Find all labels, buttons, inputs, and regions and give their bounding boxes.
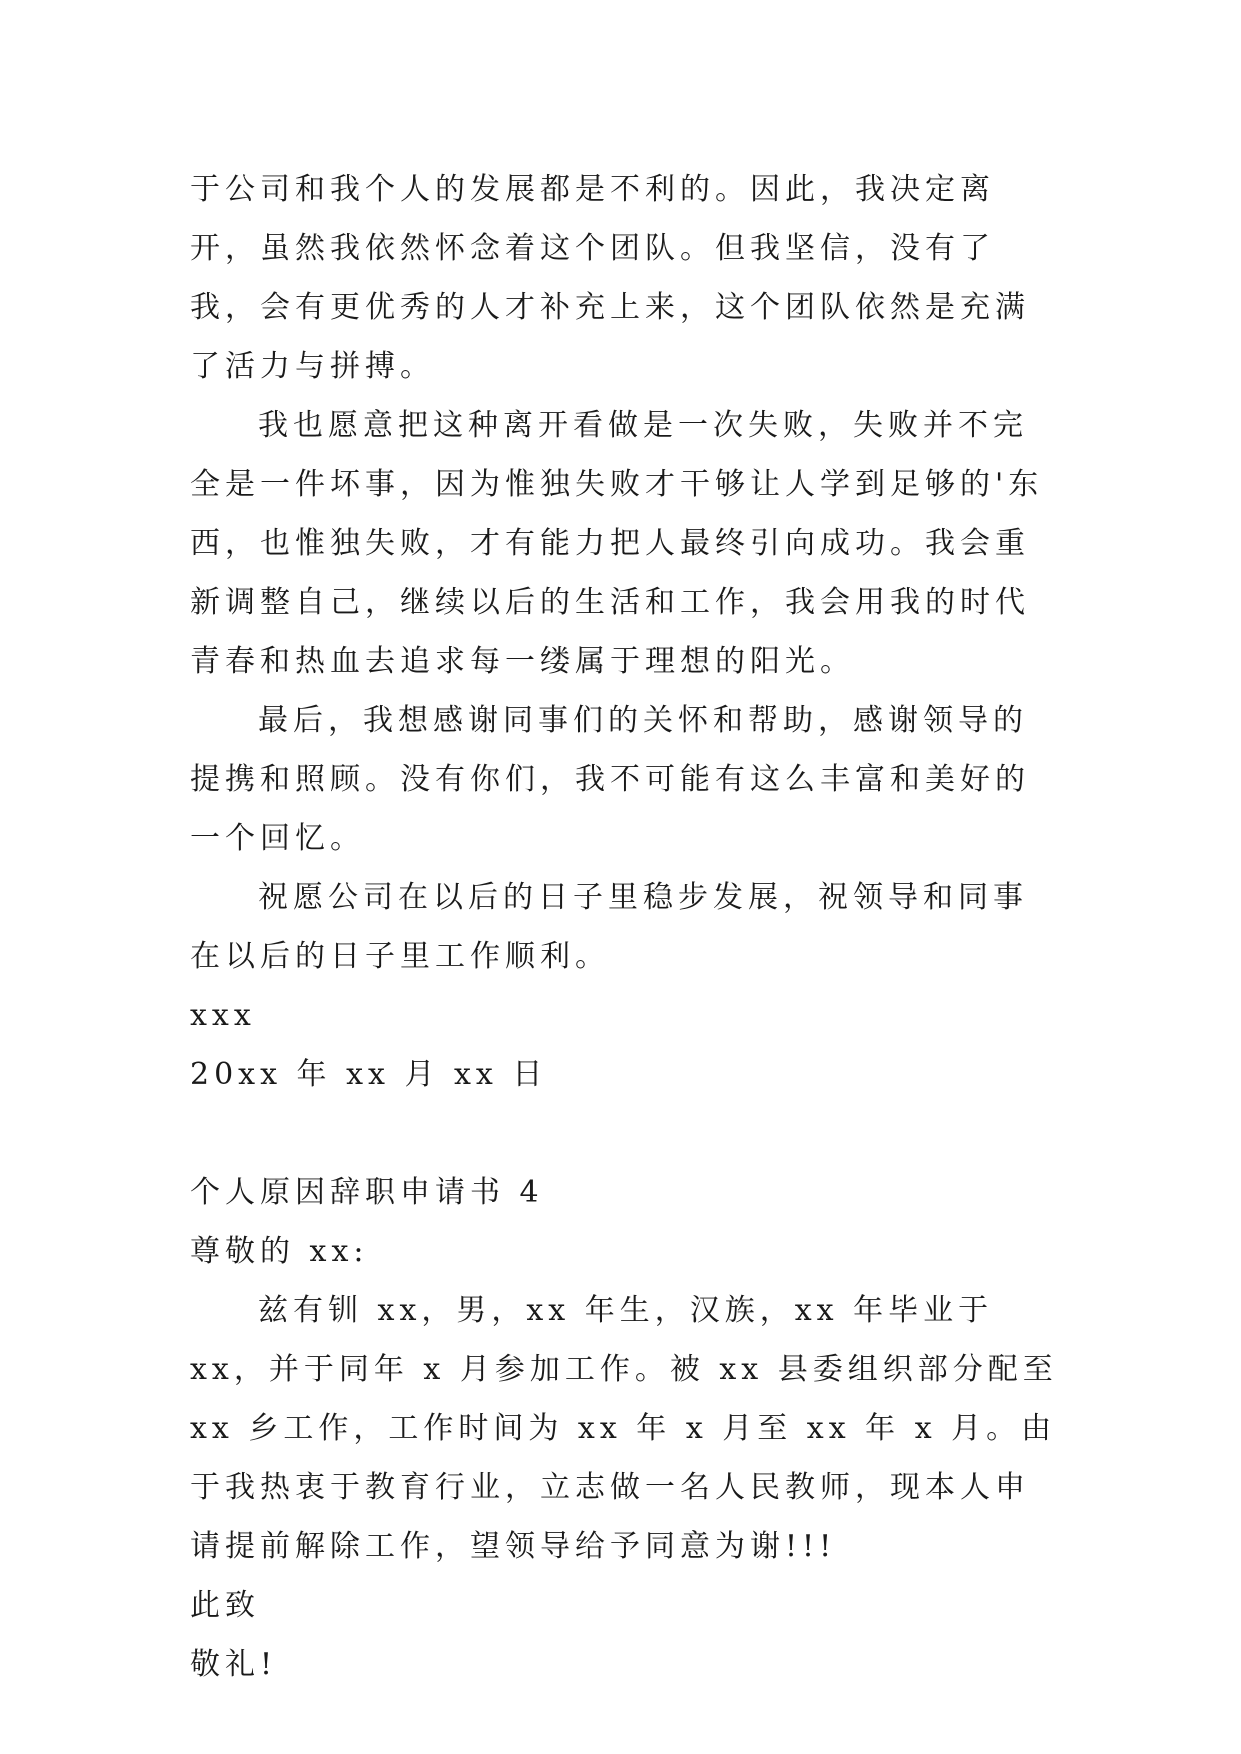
section-gap	[190, 1104, 1060, 1163]
paragraph-request: 兹有钏 xx，男，xx 年生，汉族，xx 年毕业于 xx，并于同年 x 月参加工作。被 xx 县委组织部分配至 xx 乡工作，工作时间为 xx 年 x 月至 xx 年 x 月。由于我热衷于教育行业，立志做一名人民教师，现本人申请提前解除工作，望领导给予同意为谢!!!	[190, 1293, 1058, 1564]
paragraph-thanks: 最后，我想感谢同事们的关怀和帮助，感谢领导的提携和照顾。没有你们，我不可能有这么丰富和美好的一个回忆。	[190, 703, 1030, 856]
paragraph-wishes: 祝愿公司在以后的日子里稳步发展，祝领导和同事在以后的日子里工作顺利。	[190, 880, 1028, 974]
closing-line-1: 此致	[190, 1588, 260, 1623]
document-body	[190, 160, 1060, 1694]
paragraph-failure: 我也愿意把这种离开看做是一次失败，失败并不完全是一件坏事，因为惟独失败才干够让人学到足够的'东西，也惟独失败，才有能力把人最终引向成功。我会重新调整自己，继续以后的生活和工作，我会用我的时代青春和热血去追求每一缕属于理想的阳光。	[190, 408, 1044, 679]
salutation: 尊敬的 xx:	[190, 1234, 369, 1269]
paragraph-continued: 于公司和我个人的发展都是不利的。因此，我决定离开，虽然我依然怀念着这个团队。但我坚信，没有了我，会有更优秀的人才补充上来，这个团队依然是充满了活力与拼搏。	[190, 172, 1030, 384]
section-title: 个人原因辞职申请书 4	[190, 1175, 544, 1210]
date-line: 20xx 年 xx 月 xx 日	[190, 1057, 548, 1092]
closing-line-2: 敬礼!	[190, 1647, 278, 1682]
signature: xxx	[190, 998, 256, 1033]
